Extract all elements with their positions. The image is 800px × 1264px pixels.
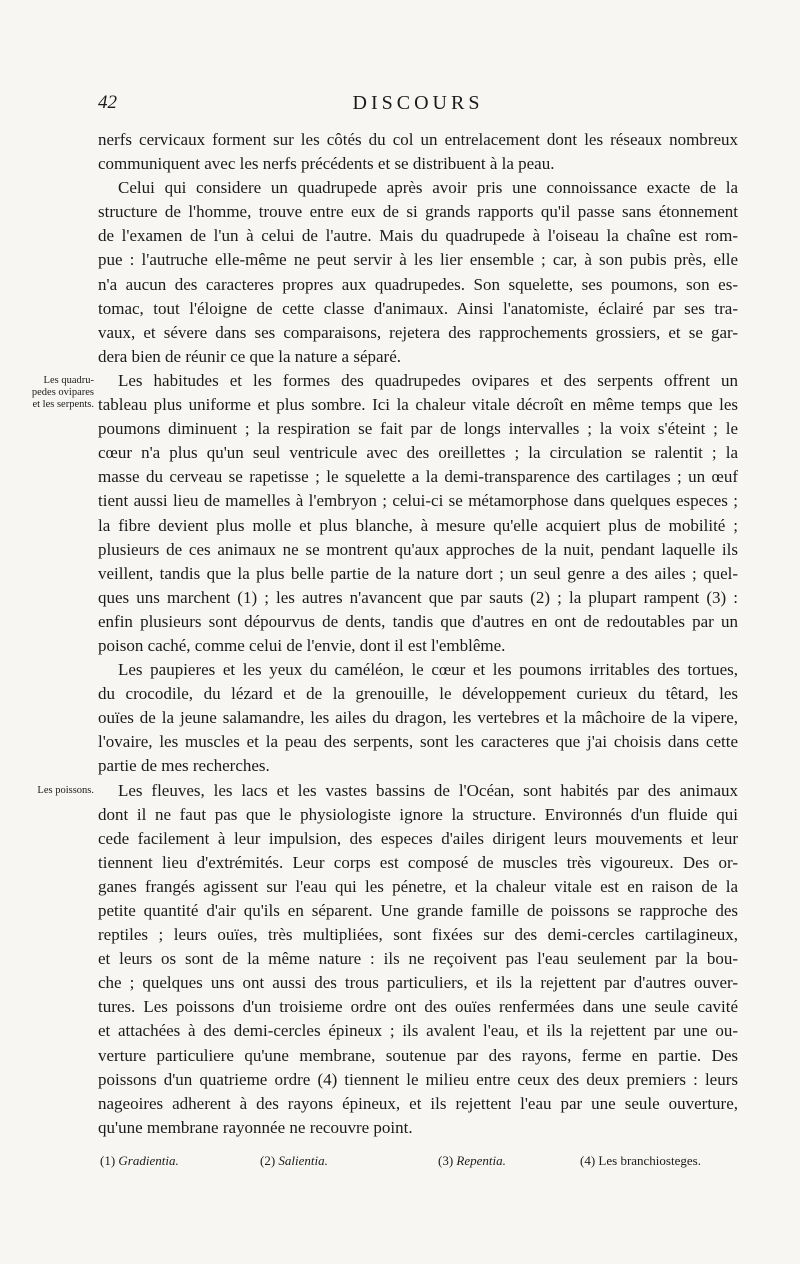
footnote-text: Les branchiosteges. (598, 1153, 701, 1168)
margin-note-line: Les quadru- (43, 375, 94, 386)
text-line: poison caché, comme celui de l'envie, dont il est l'emblême. (98, 635, 506, 655)
text-line: cœur n'a plus qu'un seul ventricule avec des oreillettes ; la circulation se ralentit ; la (98, 443, 738, 463)
text-line: che ; quelques uns ont aussi des trous particuliers, et ils la rejettent par d'autres ouver- (98, 973, 738, 993)
text-line: tiennent lieu d'extrémités. Leur corps est composé de muscles très vigoureux. Des or- (98, 852, 738, 872)
footnote-text: Repentia. (456, 1153, 506, 1168)
text-line: nerfs cervicaux forment sur les côtés du col un entrelacement dont les réseaux nombreux (98, 130, 738, 149)
text-line: tomac, tout l'éloigne de cette classe d'animaux. Ainsi l'anatomiste, éclairé par ses tra- (98, 298, 738, 318)
text-line: qu'une membrane rayonnée ne recouvre point. (98, 1117, 413, 1137)
running-head (98, 92, 738, 122)
text-line: poissons d'un quatrieme ordre (4) tiennent le milieu entre ceux des deux premiers : leurs (98, 1069, 738, 1089)
text-line: et attachées à des demi-cercles épineux ; ils avalent l'eau, et ils la rejettent par une ou- (98, 1021, 738, 1041)
text-line: nageoires adherent à des rayons épineux, et ils rejettent l'eau par une seule ouverture, (98, 1093, 738, 1113)
text-line: dont il ne faut pas que le physiologiste ignore la structure. Environnés d'un fluide qui (98, 804, 738, 824)
footnote (100, 1153, 179, 1169)
footnote-mark: (3) (438, 1153, 454, 1168)
text-line: tient aussi lieu de mamelles à l'embryon ; celui-ci se métamorphose dans quelques especes ; (98, 491, 738, 511)
margin-note-line: pedes ovipares (31, 387, 94, 398)
text-line: reptiles ; leurs ouïes, très multipliées, sont fixées sur des demi-cercles cartilagineux, (98, 925, 738, 945)
text-line: masse du cerveau se rapetisse ; le squelette a la demi-transparence des cartilages ; un œuf (98, 467, 738, 487)
text-line: dera bien de réunir ce que la nature a séparé. (98, 346, 401, 366)
text-line: ouïes de la jeune salamandre, les ailes du dragon, les vertebres et la mâchoire de la vipere, (98, 708, 738, 728)
text-line: n'a aucun des caracteres propres aux quadrupedes. Son squelette, ses poumons, son es- (98, 274, 738, 294)
text-line: cede facilement à leur impulsion, des especes d'ailes dirigent leurs mouvements et leur (98, 828, 738, 848)
text-line: ganes frangés agissent sur l'eau qui les pénetre, et la chaleur vitale est en raison de la (98, 876, 738, 896)
footnote-mark: (1) (100, 1153, 116, 1168)
text-line: plusieurs de ces animaux ne se montrent qu'aux approches de la nuit, pendant laquelle ils (98, 539, 738, 559)
body-text (98, 128, 738, 1140)
page-number: 42 (98, 92, 117, 113)
text-line: Les fleuves, les lacs et les vastes bassins de l'Océan, sont habités par des animaux (118, 780, 738, 800)
footnote-mark: (2) (260, 1153, 276, 1168)
margin-note-line: et les serpents. (32, 399, 94, 410)
text-line: la fibre devient plus molle et plus blanche, à mesure qu'elle acquiert plus de mobilité ; (98, 515, 738, 535)
margin-note (10, 375, 94, 411)
running-title: DISCOURS (352, 92, 484, 114)
text-line: de l'examen de l'un à celui de l'autre. Mais du quadrupede à l'oiseau la chaîne est rom- (98, 226, 738, 246)
text-line: du crocodile, du lézard et de la grenouille, le développement curieux du têtard, les (98, 684, 738, 704)
text-line: veillent, tandis que la plus belle partie de la nature dort ; un seul genre a des ailes ; quel- (98, 563, 738, 583)
text-line: poumons diminuent ; la respiration se fait par de longs intervalles ; la voix s'éteint ; le (98, 419, 738, 439)
footnote (438, 1153, 506, 1169)
text-line: ques uns marchent (1) ; les autres n'avancent que par sauts (2) ; la plupart rampent (3) : (98, 587, 738, 607)
text-line: structure de l'homme, trouve entre eux de si grands rapports qu'il passe sans étonnement (98, 202, 738, 222)
footnote (260, 1153, 328, 1169)
text-line: Celui qui considere un quadrupede après avoir pris une connoissance exacte de la (118, 178, 738, 198)
text-line: Les paupieres et les yeux du caméléon, le cœur et les poumons irritables des tortues, (118, 660, 738, 680)
footnote-text: Salientia. (278, 1153, 328, 1168)
footnotes (100, 1153, 740, 1177)
text-line: tableau plus uniforme et plus sombre. Ici la chaleur vitale décroît en même temps que les (98, 395, 738, 415)
text-line: verture particuliere qu'une membrane, soutenue par des rayons, ferme en partie. Des (98, 1045, 738, 1065)
margin-note-line: Les poissons. (37, 784, 94, 796)
text-line: et leurs os sont de la même nature : ils ne reçoivent pas l'eau seulement par la bou- (98, 949, 738, 969)
footnote (580, 1153, 701, 1169)
text-line: l'ovaire, les muscles et la peau des serpents, sont les caracteres que j'ai choisis dans cette (98, 732, 738, 752)
footnote-mark: (4) (580, 1153, 596, 1168)
text-line: communiquent avec les nerfs précédents et se distribuent à la peau. (98, 154, 555, 174)
footnote-text: Gradientia. (118, 1153, 179, 1168)
text-line: petite quantité d'air qu'ils en séparent. Une grande famille de poissons se rapproche des (98, 901, 738, 920)
margin-note (10, 785, 94, 797)
text-line: Les habitudes et les formes des quadrupedes ovipares et des serpents offrent un (118, 370, 738, 390)
text-line: partie de mes recherches. (98, 756, 270, 776)
text-line: enfin plusieurs sont dépourvus de dents, tandis que d'autres en ont de redoutables par un (98, 611, 738, 631)
text-line: pue : l'autruche elle-même ne peut servir à les lier ensemble ; car, à son pubis près, elle (98, 250, 738, 270)
text-line: vaux, et sévere dans ses comparaisons, rejetera des rapprochements grossiers, et se gar- (98, 322, 738, 342)
text-line: tures. Les poissons d'un troisieme ordre ont des ouïes renfermées dans une seule cavité (98, 997, 738, 1017)
